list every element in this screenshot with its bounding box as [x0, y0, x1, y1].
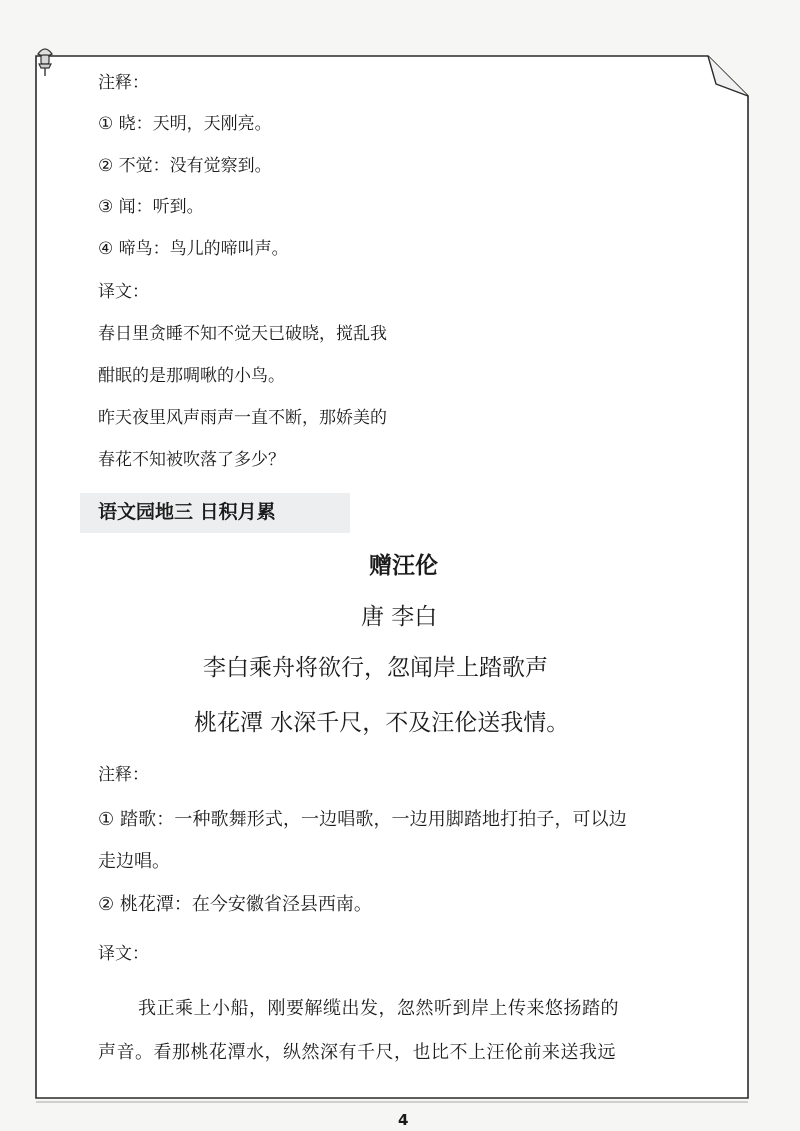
- translation-line: 春花不知被吹落了多少？: [98, 450, 285, 470]
- poem-title: 赠汪伦: [369, 553, 438, 579]
- note-item: ① 晓：天明，天刚亮。: [98, 114, 272, 134]
- section-heading: 语文园地三 日积月累: [98, 501, 276, 523]
- page-number: 4: [398, 1111, 409, 1129]
- translation-line: 声音。看那桃花潭水，纵然深有千尺，也比不上汪伦前来送我远: [98, 1042, 616, 1063]
- note-item: ① 踏歌：一种歌舞形式，一边唱歌，一边用脚踏地打拍子，可以边: [98, 809, 627, 830]
- translation-label: 译文：: [98, 944, 149, 964]
- translation-line: 春日里贪睡不知不觉天已破晓，搅乱我: [98, 324, 387, 344]
- note-item: ④ 啼鸟：鸟儿的啼叫声。: [98, 239, 289, 259]
- translation-line: 昨天夜里风声雨声一直不断，那娇美的: [98, 408, 387, 428]
- poem-line: 李白乘舟将欲行，忽闻岸上踏歌声: [203, 655, 548, 681]
- translation-line: 我正乘上小船，刚要解缆出发，忽然听到岸上传来悠扬踏的: [138, 998, 619, 1019]
- notes-label: 注释：: [98, 765, 149, 785]
- notes-label: 注释：: [98, 73, 149, 93]
- translation-line: 酣眠的是那啁啾的小鸟。: [98, 366, 285, 386]
- translation-label: 译文：: [98, 282, 149, 302]
- poem-author: 唐 李白: [361, 604, 438, 630]
- poem-line: 桃花潭 水深千尺，不及汪伦送我情。: [194, 710, 570, 736]
- note-item: ② 桃花潭：在今安徽省泾县西南。: [98, 894, 372, 915]
- note-item: ② 不觉：没有觉察到。: [98, 156, 272, 176]
- note-item-continued: 走边唱。: [98, 851, 170, 872]
- note-item: ③ 闻：听到。: [98, 197, 204, 217]
